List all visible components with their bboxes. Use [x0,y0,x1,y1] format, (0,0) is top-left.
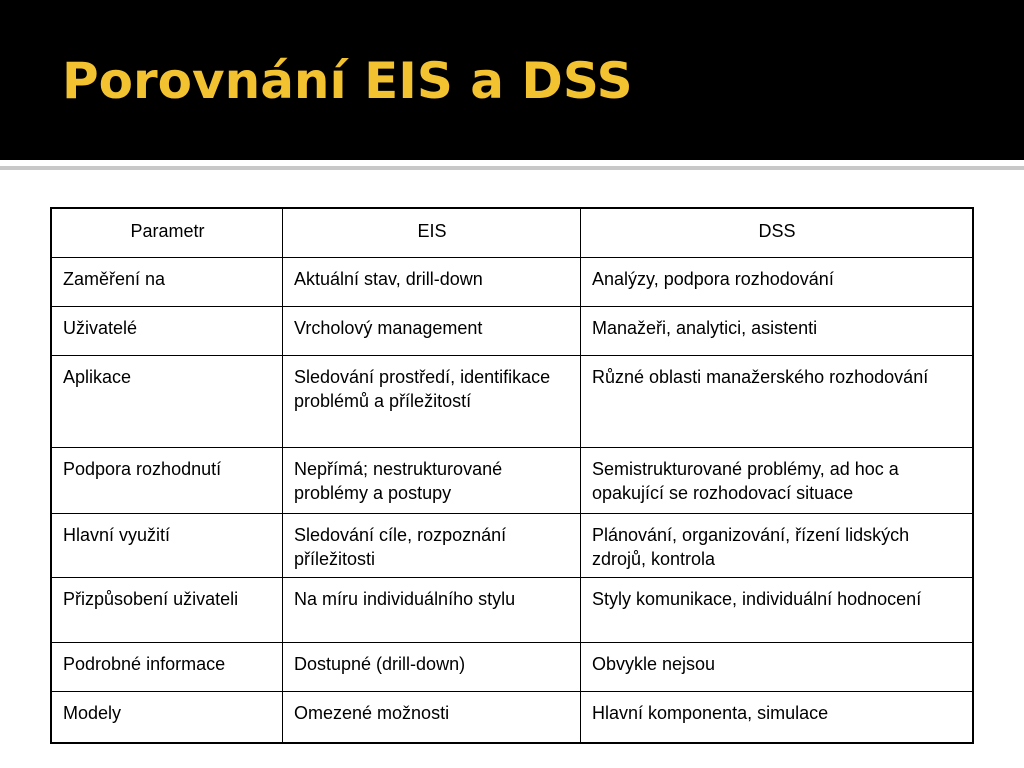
row-dss-cell: Semistrukturované problémy, ad hoc a opakující se rozhodovací situace [581,448,972,514]
row-eis-cell: Omezené možnosti [283,692,581,742]
row-dss-cell: Obvykle nejsou [581,643,972,692]
title-divider [0,166,1024,170]
row-dss-cell: Plánování, organizování, řízení lidských zdrojů, kontrola [581,514,972,578]
row-eis-cell: Aktuální stav, drill-down [283,258,581,307]
row-dss-cell: Hlavní komponenta, simulace [592,703,829,723]
row-eis-cell: Vrcholový management [283,307,581,356]
row-eis-cell: Sledování prostředí, identifikace problémů a příležitostí [283,356,581,448]
header-cell-eis: EIS [283,209,581,258]
title-bar [0,0,1024,160]
row-eis-cell: Na míru individuálního stylu [283,578,581,643]
row-parameter-cell: Hlavní využití [52,514,283,578]
row-eis-cell: Sledování cíle, rozpoznání příležitosti [283,514,581,578]
row-parameter-cell: Zaměření na [52,258,283,307]
row-parameter-cell: Uživatelé [52,307,283,356]
row-eis-cell: Dostupné (drill-down) [283,643,581,692]
slide-title: Porovnání EIS a DSS [62,52,633,110]
row-dss-cell: Manažeři, analytici, asistenti [581,307,972,356]
row-dss-cell: Styly komunikace, individuální hodnocení [581,578,972,643]
row-parameter-cell: Aplikace [52,356,283,448]
row-parameter-cell: Modely [52,692,283,742]
row-dss-cell: Různé oblasti manažerského rozhodování [581,356,972,448]
row-dss-cell: Analýzy, podpora rozhodování [581,258,972,307]
comparison-table [50,207,974,744]
row-parameter-cell: Přizpůsobení uživateli [52,578,283,643]
header-cell-dss: DSS [581,209,972,258]
row-parameter-cell: Podrobné informace [52,643,283,692]
row-parameter-cell: Podpora rozhodnutí [52,448,283,514]
header-cell-parametr: Parametr [52,209,283,258]
row-eis-cell: Nepřímá; nestrukturované problémy a postupy [283,448,581,514]
